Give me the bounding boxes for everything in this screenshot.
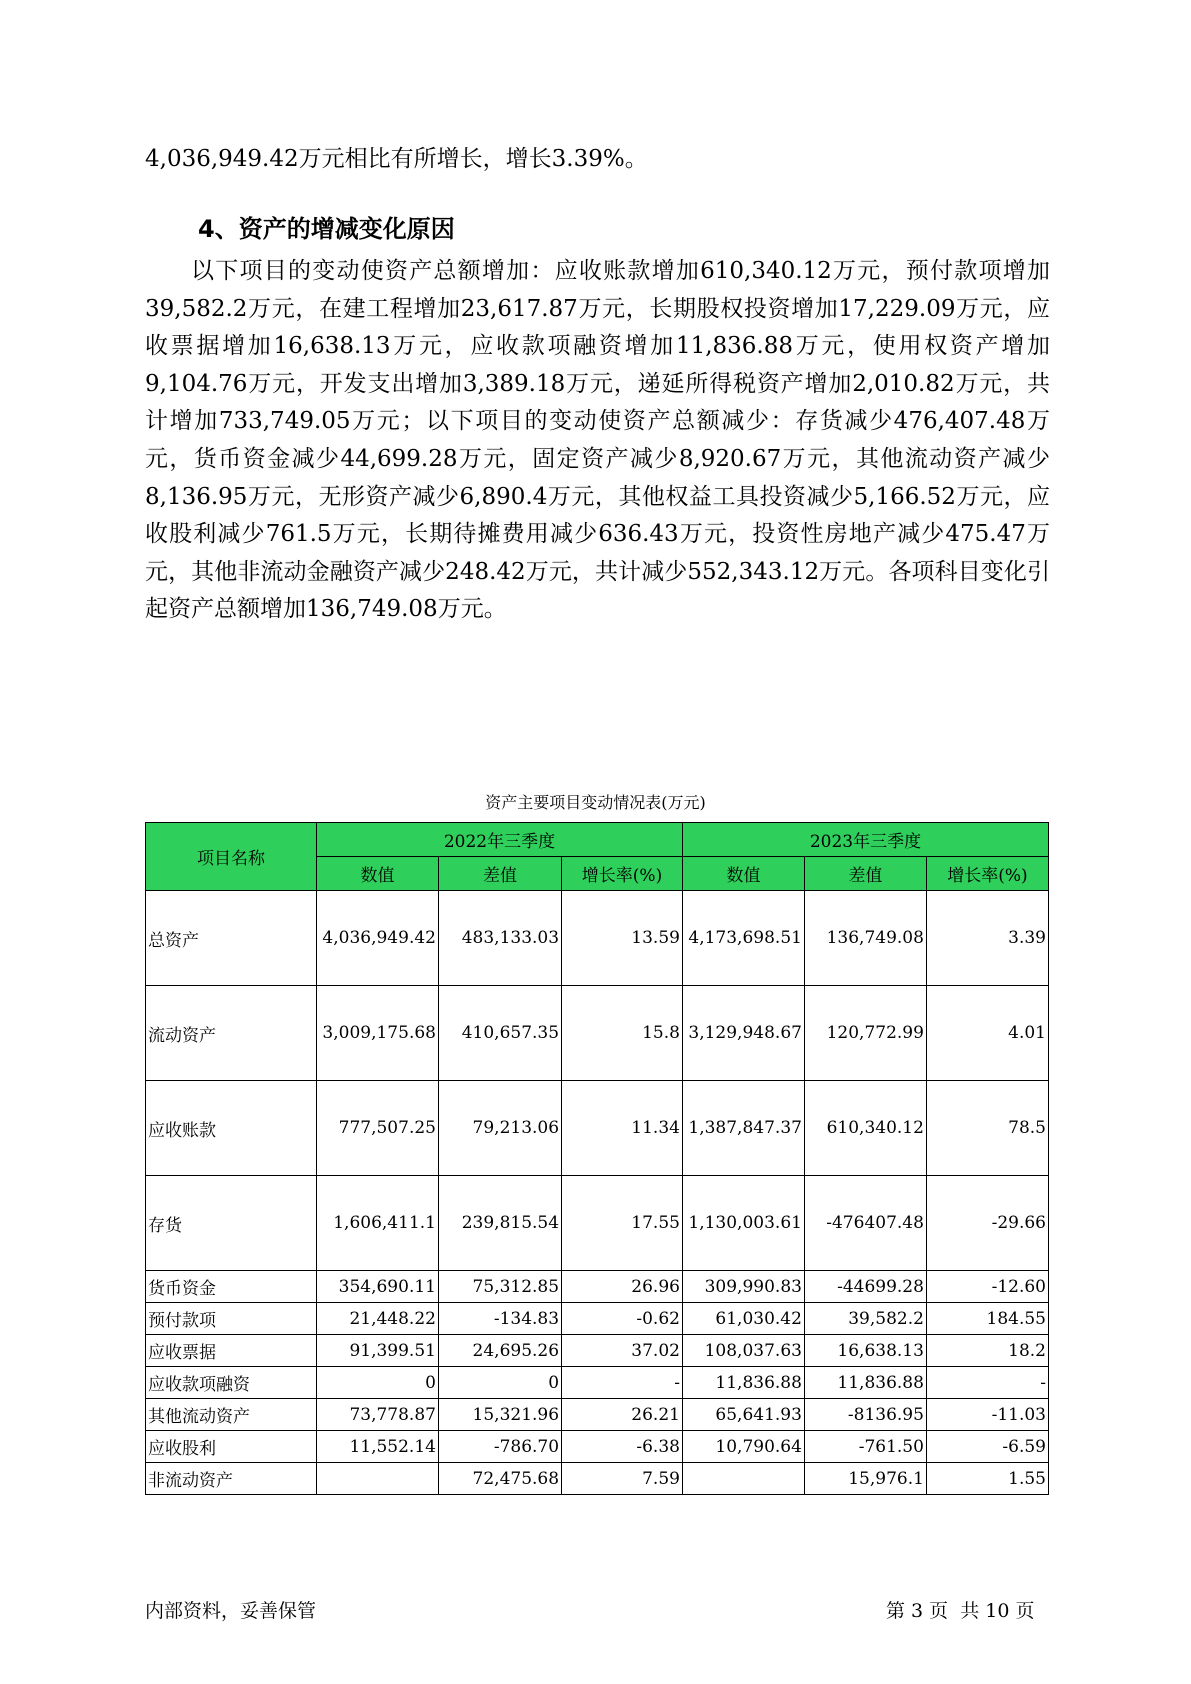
row-cell <box>682 1463 804 1495</box>
row-cell: 13.59 <box>562 891 683 986</box>
row-cell: 1.55 <box>926 1463 1048 1495</box>
row-cell: 4.01 <box>926 986 1048 1081</box>
row-cell: 0 <box>317 1367 439 1399</box>
row-cell: -134.83 <box>438 1303 561 1335</box>
header-rate: 增长率(%) <box>562 857 683 891</box>
table-row <box>146 891 1049 986</box>
paragraph-asset-changes: 以下项目的变动使资产总额增加：应收账款增加610,340.12万元，预付款项增加39,582.2万元，在建工程增加23,617.87万元，长期股权投资增加17,229.09万元，应收票据增加16,638.13万元，应收款项融资增加11,836.88万元，使用权资产增加9,104.76万元，开发支出增加3,389.18万元，递延所得税资产增加2,010.82万元，共计增加733,749.05万元；以下项目的变动使资产总额减少：存货减少476,407.48万元，货币资金减少44,699.28万元，固定资产减少8,920.67万元，其他流动资产减少8,136.95万元，无形资产减少6,890.4万元，其他权益工具投资减少5,166.52万元，应收股利减少761.5万元，长期待摊费用减少636.43万元，投资性房地产减少475.47万元，其他非流动金融资产减少248.42万元，共计减少552,343.12万元。各项科目变化引起资产总额增加136,749.08万元。 <box>145 258 1050 623</box>
row-cell: 24,695.26 <box>438 1335 561 1367</box>
row-cell: -761.50 <box>804 1431 926 1463</box>
row-cell: -6.59 <box>926 1431 1048 1463</box>
row-cell: 11,552.14 <box>317 1431 439 1463</box>
row-cell: 3,129,948.67 <box>682 986 804 1081</box>
row-label: 货币资金 <box>146 1271 317 1303</box>
row-cell: 120,772.99 <box>804 986 926 1081</box>
row-cell: 39,582.2 <box>804 1303 926 1335</box>
section-heading: 4、资产的增减变化原因 <box>198 215 455 243</box>
row-cell: -6.38 <box>562 1431 683 1463</box>
row-cell: 4,036,949.42 <box>317 891 439 986</box>
row-cell: 16,638.13 <box>804 1335 926 1367</box>
row-label: 应收股利 <box>146 1431 317 1463</box>
row-cell: -476407.48 <box>804 1176 926 1271</box>
row-cell: 610,340.12 <box>804 1081 926 1176</box>
row-cell: -29.66 <box>926 1176 1048 1271</box>
row-cell: 0 <box>438 1367 561 1399</box>
row-cell <box>317 1463 439 1495</box>
row-cell: 777,507.25 <box>317 1081 439 1176</box>
row-cell: 78.5 <box>926 1081 1048 1176</box>
row-cell: 1,606,411.1 <box>317 1176 439 1271</box>
row-cell: 239,815.54 <box>438 1176 561 1271</box>
row-cell: 184.55 <box>926 1303 1048 1335</box>
header-value: 数值 <box>682 857 804 891</box>
row-cell: -12.60 <box>926 1271 1048 1303</box>
table-row <box>146 1303 1049 1335</box>
header-diff: 差值 <box>804 857 926 891</box>
table-row <box>146 1399 1049 1431</box>
row-cell: 65,641.93 <box>682 1399 804 1431</box>
table-caption: 资产主要项目变动情况表(万元) <box>485 793 706 812</box>
row-cell: 15.8 <box>562 986 683 1081</box>
row-label: 存货 <box>146 1176 317 1271</box>
row-cell: 11,836.88 <box>682 1367 804 1399</box>
row-cell: 108,037.63 <box>682 1335 804 1367</box>
row-cell: 3,009,175.68 <box>317 986 439 1081</box>
paragraph-continuation: 4,036,949.42万元相比有所增长，增长3.39%。 <box>145 146 648 172</box>
row-cell: 10,790.64 <box>682 1431 804 1463</box>
row-label: 应收账款 <box>146 1081 317 1176</box>
row-cell: 309,990.83 <box>682 1271 804 1303</box>
row-cell: 3.39 <box>926 891 1048 986</box>
asset-change-table <box>145 822 1049 1495</box>
table-row <box>146 986 1049 1081</box>
row-cell: 26.96 <box>562 1271 683 1303</box>
row-cell: 1,387,847.37 <box>682 1081 804 1176</box>
row-cell: 26.21 <box>562 1399 683 1431</box>
row-label: 非流动资产 <box>146 1463 317 1495</box>
row-cell: -786.70 <box>438 1431 561 1463</box>
header-value: 数值 <box>317 857 439 891</box>
row-cell: 7.59 <box>562 1463 683 1495</box>
table-row <box>146 1367 1049 1399</box>
table-row <box>146 1431 1049 1463</box>
header-diff: 差值 <box>438 857 561 891</box>
table-row <box>146 1271 1049 1303</box>
row-cell: 18.2 <box>926 1335 1048 1367</box>
header-year-2023: 2023年三季度 <box>682 823 1048 857</box>
row-cell: -11.03 <box>926 1399 1048 1431</box>
row-cell: 136,749.08 <box>804 891 926 986</box>
row-cell: 410,657.35 <box>438 986 561 1081</box>
row-cell: 11,836.88 <box>804 1367 926 1399</box>
row-cell: -8136.95 <box>804 1399 926 1431</box>
row-label: 预付款项 <box>146 1303 317 1335</box>
row-label: 流动资产 <box>146 986 317 1081</box>
table-row <box>146 1463 1049 1495</box>
row-cell: 11.34 <box>562 1081 683 1176</box>
table-row <box>146 1335 1049 1367</box>
row-label: 总资产 <box>146 891 317 986</box>
row-cell: 1,130,003.61 <box>682 1176 804 1271</box>
row-cell: 15,976.1 <box>804 1463 926 1495</box>
row-cell: - <box>562 1367 683 1399</box>
row-label: 其他流动资产 <box>146 1399 317 1431</box>
table-row <box>146 1176 1049 1271</box>
row-cell: 79,213.06 <box>438 1081 561 1176</box>
header-year-2022: 2022年三季度 <box>317 823 683 857</box>
row-cell: 73,778.87 <box>317 1399 439 1431</box>
footer-confidential: 内部资料，妥善保管 <box>145 1600 317 1622</box>
row-cell: 15,321.96 <box>438 1399 561 1431</box>
row-cell: 17.55 <box>562 1176 683 1271</box>
row-cell: 72,475.68 <box>438 1463 561 1495</box>
header-item-name: 项目名称 <box>146 823 317 891</box>
table-row <box>146 1081 1049 1176</box>
row-label: 应收票据 <box>146 1335 317 1367</box>
row-cell: 21,448.22 <box>317 1303 439 1335</box>
row-cell: 91,399.51 <box>317 1335 439 1367</box>
row-cell: 4,173,698.51 <box>682 891 804 986</box>
header-rate: 增长率(%) <box>926 857 1048 891</box>
row-cell: 75,312.85 <box>438 1271 561 1303</box>
row-label: 应收款项融资 <box>146 1367 317 1399</box>
row-cell: 354,690.11 <box>317 1271 439 1303</box>
row-cell: - <box>926 1367 1048 1399</box>
row-cell: -0.62 <box>562 1303 683 1335</box>
row-cell: 37.02 <box>562 1335 683 1367</box>
row-cell: 483,133.03 <box>438 891 561 986</box>
footer-page-number: 第 3 页 共 10 页 <box>886 1600 1035 1622</box>
row-cell: -44699.28 <box>804 1271 926 1303</box>
row-cell: 61,030.42 <box>682 1303 804 1335</box>
